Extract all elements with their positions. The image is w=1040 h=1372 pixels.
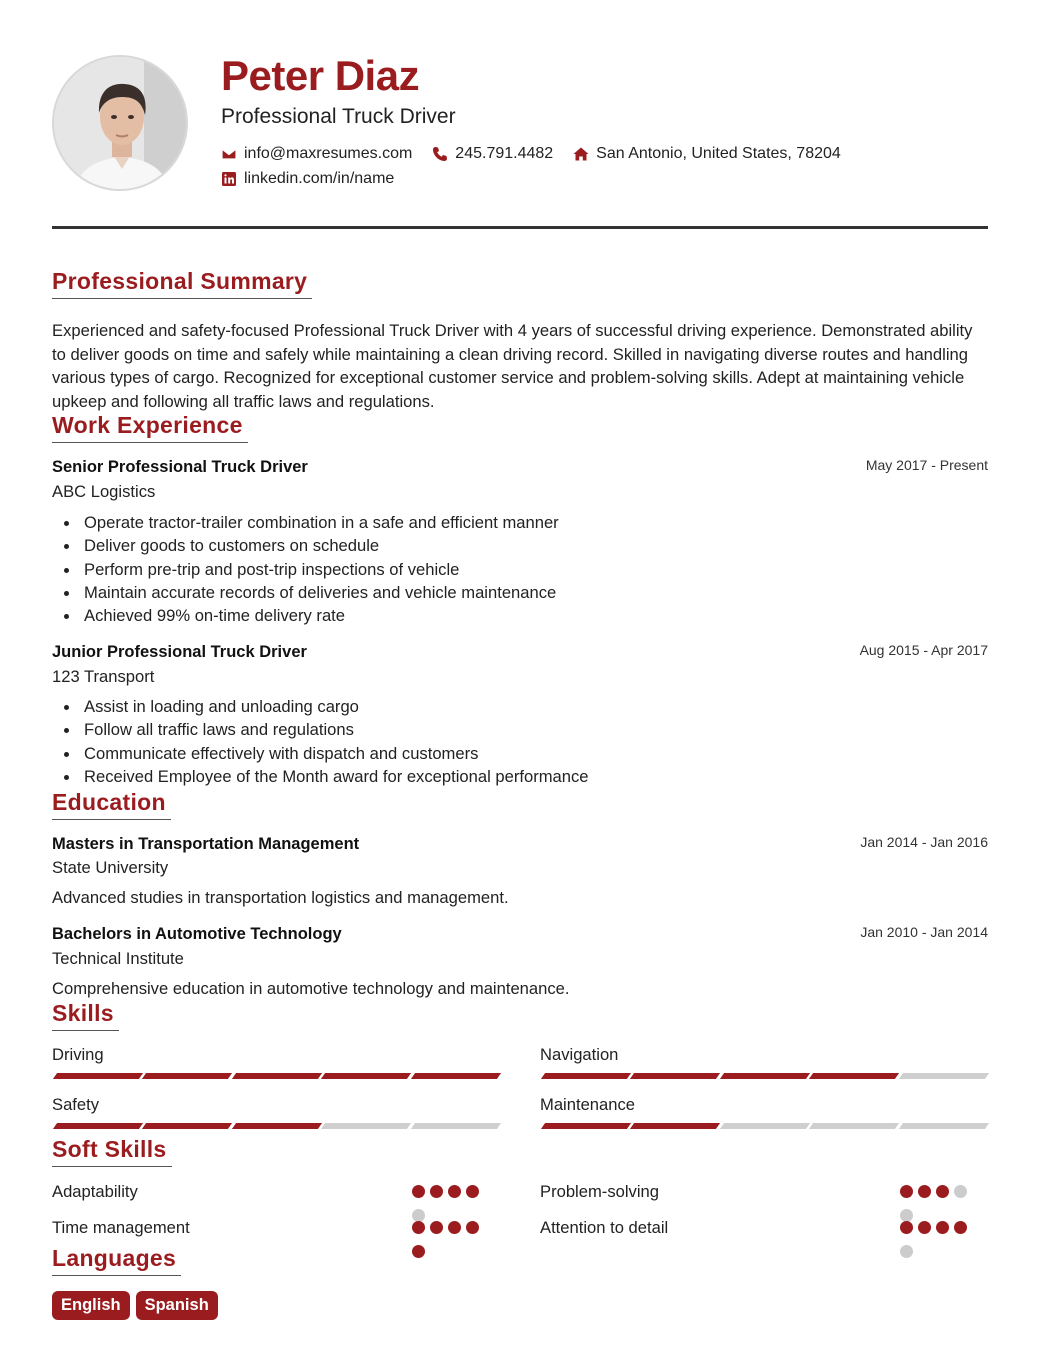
soft-skill-rating <box>412 1221 492 1269</box>
section-title-experience: Work Experience <box>52 412 248 443</box>
summary-text: Experienced and safety-focused Professional Truck Driver with 4 years of successful driving experience. Demonstrated ability to deliver goods on time and safely while maintaining a clean driving record. Skilled in navigating diverse routes and handling various types of cargo. Recognized for exceptional customer service and problem-solving skills. Adept at maintaining vehicle upkeep and following all traffic laws and regulations. <box>52 321 973 411</box>
rating-dot-filled <box>900 1185 913 1198</box>
skill-label: Navigation <box>540 1045 619 1064</box>
soft-skill-rating <box>900 1221 980 1269</box>
contact-email[interactable] <box>221 145 412 163</box>
list-item: Achieved 99% on-time delivery rate <box>62 604 559 627</box>
avatar <box>52 55 188 191</box>
list-item: Communicate effectively with dispatch and customers <box>62 742 589 765</box>
section-title-languages: Languages <box>52 1245 181 1276</box>
skill-segment-filled <box>142 1123 233 1129</box>
contact-location <box>573 145 841 163</box>
list-item: Received Employee of the Month award for exceptional performance <box>62 765 589 788</box>
skill-segment-empty <box>321 1123 412 1129</box>
skill-bar <box>55 1123 502 1129</box>
rating-dot-filled <box>412 1245 425 1258</box>
skill-segment-filled <box>411 1073 502 1079</box>
section-title-skills: Skills <box>52 1000 119 1031</box>
linkedin-text[interactable]: linkedin.com/in/name <box>244 170 395 187</box>
skill-segment-filled <box>53 1123 144 1129</box>
home-icon <box>573 146 589 162</box>
education-description: Advanced studies in transportation logistics and management. <box>52 888 509 907</box>
contact-row <box>221 145 861 163</box>
soft-skill-label: Time management <box>52 1218 190 1237</box>
language-badges <box>52 1291 224 1320</box>
list-item: Maintain accurate records of deliveries and vehicle maintenance <box>62 581 559 604</box>
phone-icon <box>432 146 448 162</box>
rating-dot-filled <box>936 1221 949 1234</box>
soft-skill-label: Adaptability <box>52 1182 138 1201</box>
contact-phone[interactable] <box>432 145 553 163</box>
skill-segment-filled <box>630 1073 721 1079</box>
rating-dot-filled <box>466 1221 479 1234</box>
list-item: Perform pre-trip and post-trip inspections of vehicle <box>62 558 559 581</box>
skill-label: Safety <box>52 1095 100 1114</box>
rating-dot-filled <box>430 1185 443 1198</box>
skill-bar <box>543 1123 990 1129</box>
location-text: San Antonio, United States, 78204 <box>596 145 841 162</box>
candidate-name: Peter Diaz <box>221 52 420 99</box>
education-degree: Masters in Transportation Management <box>52 835 360 853</box>
skill-segment-filled <box>630 1123 721 1129</box>
education-dates: Jan 2014 - Jan 2016 <box>860 834 988 850</box>
job-company: 123 Transport <box>52 667 155 686</box>
list-item: Deliver goods to customers on schedule <box>62 534 559 557</box>
rating-dot-filled <box>412 1221 425 1234</box>
skill-segment-filled <box>541 1073 632 1079</box>
rating-dot-filled <box>918 1221 931 1234</box>
rating-dot-filled <box>448 1185 461 1198</box>
list-item: Follow all traffic laws and regulations <box>62 718 589 741</box>
education-dates: Jan 2010 - Jan 2014 <box>860 924 988 940</box>
envelope-icon <box>221 146 237 162</box>
rating-dot-filled <box>936 1185 949 1198</box>
section-title-education: Education <box>52 789 171 820</box>
rating-dot-filled <box>466 1185 479 1198</box>
skill-segment-filled <box>53 1073 144 1079</box>
language-badge: Spanish <box>136 1291 218 1320</box>
linkedin-icon <box>221 171 237 187</box>
section-title-soft-skills: Soft Skills <box>52 1136 172 1167</box>
skill-segment-empty <box>809 1123 900 1129</box>
skill-segment-filled <box>809 1073 900 1079</box>
job-title: Junior Professional Truck Driver <box>52 643 307 661</box>
skill-segment-empty <box>899 1073 990 1079</box>
skill-segment-filled <box>232 1073 323 1079</box>
list-item: Operate tractor-trailer combination in a safe and efficient manner <box>62 511 559 534</box>
skill-segment-filled <box>321 1073 412 1079</box>
rating-dot-filled <box>430 1221 443 1234</box>
soft-skill-label: Problem-solving <box>540 1182 659 1201</box>
rating-dot-filled <box>448 1221 461 1234</box>
skill-segment-filled <box>232 1123 323 1129</box>
candidate-title: Professional Truck Driver <box>221 105 456 128</box>
soft-skill-label: Attention to detail <box>540 1218 669 1237</box>
skill-label: Driving <box>52 1045 104 1064</box>
rating-dot-filled <box>900 1221 913 1234</box>
language-badge: English <box>52 1291 130 1320</box>
section-title-summary: Professional Summary <box>52 268 312 299</box>
education-school: State University <box>52 858 169 877</box>
skill-bar <box>55 1073 502 1079</box>
skill-segment-filled <box>142 1073 233 1079</box>
skill-segment-filled <box>541 1123 632 1129</box>
rating-dot-filled <box>954 1221 967 1234</box>
contact-row-2 <box>221 170 414 188</box>
email-text[interactable]: info@maxresumes.com <box>244 145 413 162</box>
job-dates: Aug 2015 - Apr 2017 <box>859 642 988 658</box>
job-bullets <box>62 511 559 627</box>
job-bullets <box>62 695 589 788</box>
education-degree: Bachelors in Automotive Technology <box>52 925 342 943</box>
skill-segment-empty <box>411 1123 502 1129</box>
skill-segment-empty <box>720 1123 811 1129</box>
skill-segment-empty <box>899 1123 990 1129</box>
rating-dot-filled <box>412 1185 425 1198</box>
phone-text[interactable]: 245.791.4482 <box>455 145 554 162</box>
rating-dot-empty <box>954 1185 967 1198</box>
job-company: ABC Logistics <box>52 482 156 501</box>
profile-photo <box>54 57 188 191</box>
job-dates: May 2017 - Present <box>865 457 988 473</box>
header-divider <box>52 226 988 229</box>
education-description: Comprehensive education in automotive technology and maintenance. <box>52 979 570 998</box>
skill-bar <box>543 1073 990 1079</box>
list-item: Assist in loading and unloading cargo <box>62 695 589 718</box>
skill-segment-filled <box>720 1073 811 1079</box>
education-school: Technical Institute <box>52 949 184 968</box>
contact-linkedin[interactable] <box>221 170 394 188</box>
rating-dot-empty <box>900 1245 913 1258</box>
rating-dot-filled <box>918 1185 931 1198</box>
skill-label: Maintenance <box>540 1095 636 1114</box>
job-title: Senior Professional Truck Driver <box>52 458 308 476</box>
